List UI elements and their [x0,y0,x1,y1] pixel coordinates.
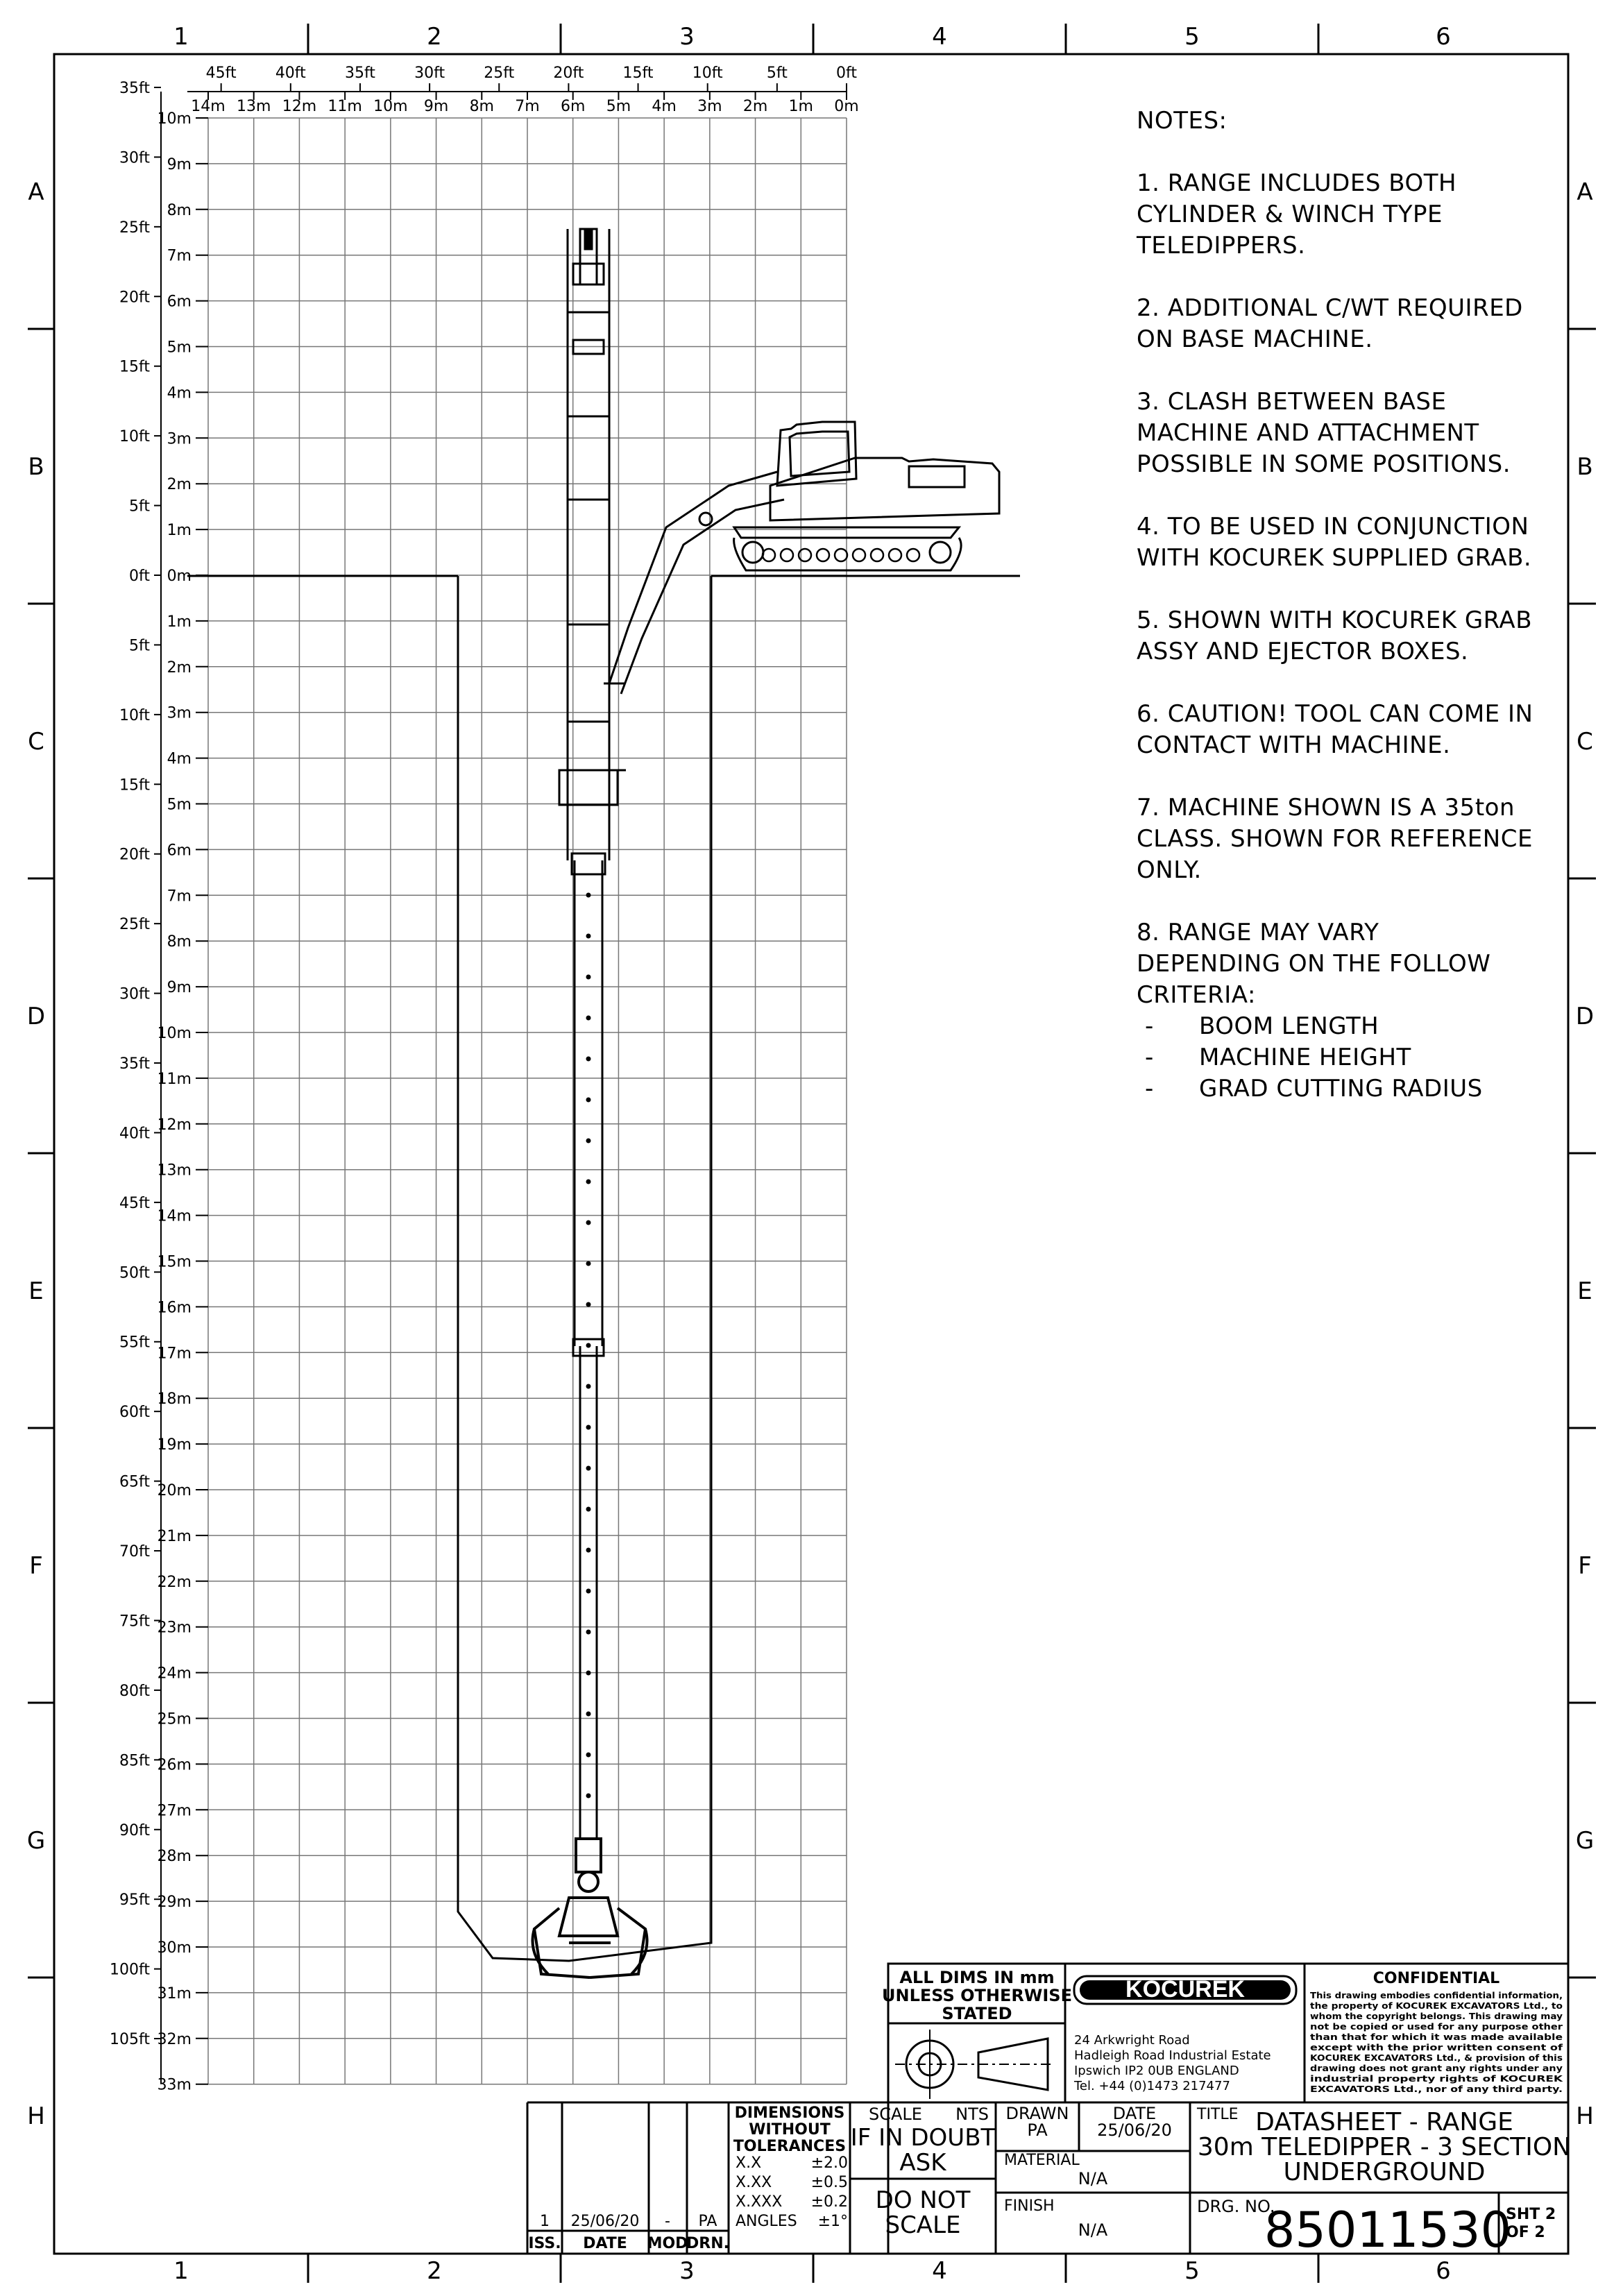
zone-row-label: C [28,728,44,756]
top-feet-label: 20ft [553,65,584,82]
notes-heading: NOTES: [1137,107,1227,135]
left-metre-label: 13m [157,1162,192,1180]
tolerance-label: ANGLES [736,2213,797,2230]
top-metre-label: 14m [191,98,226,115]
dims-note-line-1: ALL DIMS IN mm [899,1968,1055,1987]
left-metre-label: 9m [167,979,192,997]
do-not-scale-line-1: DO NOT [875,2186,971,2214]
left-metre-label: 2m [167,658,192,677]
confidential-heading: CONFIDENTIAL [1373,1970,1500,1987]
address-line-2: Hadleigh Road Industrial Estate [1074,2048,1271,2063]
date-value: 25/06/20 [1097,2120,1172,2140]
left-metre-label: 26m [157,1756,192,1774]
left-metre-label: 23m [157,1619,192,1637]
left-metre-label: 8m [167,933,192,951]
zone-row-label: H [27,2102,45,2130]
confidential-line: KOCUREK EXCAVATORS Ltd., & provision of this [1310,2052,1563,2063]
kocurek-logo: KOCUREK [1125,1976,1245,2002]
zone-row-label: B [1577,453,1593,481]
confidential-line: the property of KOCUREK EXCAVATORS Ltd., to [1310,2000,1563,2011]
confidential-line: EXCAVATORS Ltd., nor of any third party. [1310,2084,1563,2094]
top-metre-label: 10m [373,98,408,115]
left-metre-label: 11m [157,1070,192,1088]
zone-column-label: 5 [1184,2257,1200,2285]
confidential-line: industrial property rights of KOCUREK [1310,2073,1564,2084]
top-metre-label: 7m [515,98,540,115]
note-line: 4. TO BE USED IN CONJUNCTION [1137,513,1529,541]
left-metre-label: 17m [157,1345,192,1363]
note-line: 3. CLASH BETWEEN BASE [1137,388,1447,416]
note-8-line-3: CRITERIA: [1137,981,1256,1009]
excavator-track-rollers [763,549,919,561]
left-metre-label: 19m [157,1436,192,1454]
tolerances-heading-3: TOLERANCES [733,2138,847,2155]
top-metre-label: 4m [652,98,677,115]
note-line: CONTACT WITH MACHINE. [1137,731,1451,759]
top-metre-label: 6m [560,98,586,115]
note-line: 1. RANGE INCLUDES BOTH [1137,169,1457,197]
zone-row-label: A [28,178,44,206]
drawing-number: 85011530 [1264,2202,1512,2259]
note-item [1137,792,1581,886]
left-feet-label: 30ft [119,985,150,1003]
criteria-dash: - [1145,1044,1154,1071]
left-metre-label: 18m [157,1391,192,1409]
excavator-boom [604,472,784,694]
criteria-item [1137,1042,1581,1073]
zone-row-label: G [1575,1827,1595,1855]
criteria-boom-length: BOOM LENGTH [1199,1012,1379,1040]
top-feet-label: 10ft [692,65,723,82]
left-metre-label: 5m [167,339,192,357]
top-metre-label: 5m [606,98,631,115]
confidential-line: not be copied or used for any purpose other [1310,2021,1563,2032]
left-metre-label: 3m [167,430,192,448]
zone-row-label: E [28,1277,44,1305]
title-line-2: 30m TELEDIPPER - 3 SECTION [1197,2133,1572,2161]
left-metre-label: 7m [167,887,192,905]
zone-column-label: 3 [679,23,695,51]
zone-row-label: C [1577,728,1593,756]
title-line-1: DATASHEET - RANGE [1255,2108,1513,2136]
tolerances-heading-1: DIMENSIONS [734,2104,845,2122]
left-metre-label: 15m [157,1253,192,1271]
left-feet-label: 35ft [119,79,150,97]
drg-no-label: DRG. NO. [1197,2197,1275,2216]
left-metre-label: 24m [157,1665,192,1683]
note-item [1137,293,1581,355]
zone-column-label: 1 [173,23,189,51]
note-8-line-2: DEPENDING ON THE FOLLOW [1137,950,1491,978]
sheet-number: SHT 2 [1506,2206,1556,2223]
scale-label: SCALE [869,2104,922,2124]
left-feet-label: 75ft [119,1613,150,1631]
title-line-3: UNDERGROUND [1283,2158,1486,2186]
zone-row-label: E [1577,1277,1592,1305]
confidential-line: than that for which it was made available [1310,2032,1563,2042]
teledipper-arm [559,229,626,1839]
tolerances-heading-2: WITHOUT [749,2121,831,2138]
left-metre-label: 32m [157,2030,192,2048]
zone-column-label: 6 [1436,23,1451,51]
note-item [1137,699,1581,761]
zone-row-label: H [1576,2102,1594,2130]
note-8-line-1: 8. RANGE MAY VARY [1137,919,1379,946]
left-metre-label: 1m [167,613,192,631]
left-metre-label: 30m [157,1939,192,1957]
zone-row-label: A [1577,178,1593,206]
finish-value: N/A [1078,2220,1108,2240]
left-metre-label: 27m [157,1802,192,1820]
top-feet-label: 45ft [205,65,237,82]
if-in-doubt-line-2: ASK [899,2149,946,2177]
top-feet-label: 25ft [484,65,515,82]
left-metre-label: 3m [167,704,192,722]
rev-header-mod: MOD [647,2235,688,2252]
confidential-line: except with the prior written consent of [1310,2042,1563,2052]
left-metre-label: 25m [157,1710,192,1728]
left-feet-label: 25ft [119,916,150,934]
left-metre-label: 21m [157,1527,192,1545]
zone-column-label: 3 [679,2257,695,2285]
note-item [1137,386,1581,480]
left-metre-label: 29m [157,1894,192,1912]
left-metre-label: 8m [167,201,192,219]
excavator [734,422,999,570]
zone-column-label: 5 [1184,23,1200,51]
left-feet-label: 10ft [119,706,150,724]
zone-row-label: G [26,1827,46,1855]
left-metre-label: 4m [167,750,192,768]
top-feet-label: 15ft [622,65,654,82]
note-line: CLASS. SHOWN FOR REFERENCE [1137,825,1533,853]
note-line: ON BASE MACHINE. [1137,325,1373,353]
left-feet-label: 65ft [119,1473,150,1491]
left-feet-label: 25ft [119,219,150,237]
left-metre-label: 14m [157,1207,192,1225]
rev-iss: 1 [540,2213,550,2230]
left-metre-label: 4m [167,384,192,402]
left-feet-label: 55ft [119,1334,150,1352]
teledipper-pins [586,893,591,1798]
title-block-text [528,1968,1571,2259]
criteria-item [1137,1073,1581,1105]
top-metre-label: 2m [742,98,768,115]
rev-header-iss: ISS. [528,2235,561,2252]
top-metre-label: 1m [788,98,814,115]
material-label: MATERIAL [1004,2152,1080,2169]
note-item [1137,168,1581,262]
rev-header-drn: DRN. [686,2235,729,2252]
left-feet-label: 85ft [119,1752,150,1770]
criteria-dash: - [1145,1012,1154,1040]
left-metre-label: 0m [167,568,192,585]
zone-column-label: 2 [427,2257,442,2285]
left-metre-label: 20m [157,1482,192,1499]
zone-row-label: F [1578,1552,1592,1580]
notes-panel [1137,105,1581,1136]
criteria-cutting-radius: GRAD CUTTING RADIUS [1199,1075,1483,1103]
left-feet-label: 20ft [119,846,150,864]
rev-drn: PA [698,2213,717,2230]
note-line: 2. ADDITIONAL C/WT REQUIRED [1137,294,1523,322]
confidential-notice [1310,1990,1564,2094]
top-metre-label: 0m [834,98,859,115]
top-feet-label: 35ft [344,65,375,82]
top-metre-label: 11m [328,98,362,115]
top-feet-label: 5ft [766,65,788,82]
note-line: MACHINE AND ATTACHMENT [1137,419,1479,447]
note-item [1137,511,1581,574]
scale-value: NTS [955,2104,989,2124]
left-metre-label: 7m [167,247,192,265]
notes-list [1137,168,1581,886]
confidential-line: This drawing embodies confidential information, [1310,1990,1563,2000]
criteria-dash: - [1145,1075,1154,1103]
left-feet-label: 60ft [119,1404,150,1422]
left-metre-label: 33m [157,2076,192,2094]
tolerance-value: ±0.5 [810,2174,848,2191]
top-metre-label: 9m [423,98,449,115]
left-feet-label: 5ft [129,637,150,655]
rev-header-date: DATE [583,2235,627,2252]
drawn-label: DRAWN [1005,2104,1069,2123]
ground-and-trench [187,576,1020,1961]
zone-row-label: D [26,1003,46,1030]
left-metre-label: 22m [157,1573,192,1591]
left-feet-label: 95ft [119,1891,150,1910]
left-feet-label: 10ft [119,428,150,446]
top-metre-label: 13m [236,98,271,115]
tolerance-label: X.XX [736,2174,772,2191]
title-label: TITLE [1197,2106,1239,2123]
note-line: TELEDIPPERS. [1137,232,1306,260]
criteria-machine-height: MACHINE HEIGHT [1199,1044,1411,1071]
note-line: 7. MACHINE SHOWN IS A 35ton [1137,794,1515,822]
left-metre-label: 5m [167,796,192,814]
if-in-doubt-line-1: IF IN DOUBT [850,2124,996,2152]
tolerance-rows [736,2154,848,2230]
rev-date: 25/06/20 [570,2213,640,2230]
left-feet-label: 105ft [110,2031,150,2049]
range-grid [161,92,847,2084]
grab-assembly [533,1839,647,1978]
criteria-item [1137,1011,1581,1042]
top-metre-label: 12m [282,98,317,115]
left-feet-label: 40ft [119,1125,150,1143]
zone-row-label: B [28,453,44,481]
left-feet-label: 30ft [119,149,150,167]
top-feet-label: 40ft [275,65,306,82]
left-feet-label: 50ft [119,1264,150,1282]
tolerance-label: X.XXX [736,2193,783,2211]
left-feet-label: 15ft [119,358,150,376]
left-metre-label: 10m [157,1025,192,1042]
left-feet-label: 20ft [119,289,150,307]
left-metre-label: 6m [167,842,192,860]
rev-mod: - [665,2213,670,2230]
address-line-1: 24 Arkwright Road [1074,2033,1190,2048]
zone-column-label: 4 [932,2257,947,2285]
tolerance-label: X.X [736,2154,762,2172]
top-feet-label: 0ft [836,65,857,82]
left-feet-label: 0ft [129,568,150,585]
top-metre-label: 3m [697,98,722,115]
material-value: N/A [1078,2169,1108,2188]
dims-note-line-2: UNLESS OTHERWISE [882,1986,1072,2005]
address-line-4: Tel. +44 (0)1473 217477 [1074,2079,1230,2093]
note-line: CYLINDER & WINCH TYPE [1137,201,1443,228]
date-label: DATE [1112,2104,1157,2123]
note-8 [1137,917,1581,1105]
left-metre-label: 1m [167,522,192,540]
left-metre-label: 6m [167,293,192,311]
finish-label: FINISH [1004,2197,1055,2215]
left-metre-label: 31m [157,1984,192,2002]
left-metre-label: 12m [157,1116,192,1134]
axis-labels [110,65,859,2094]
note-item [1137,605,1581,667]
left-metre-label: 16m [157,1299,192,1317]
sheet-total: OF 2 [1506,2224,1545,2241]
left-feet-label: 80ft [119,1682,150,1700]
left-feet-label: 5ft [129,498,150,516]
note-line: 5. SHOWN WITH KOCUREK GRAB [1137,606,1533,634]
zone-column-label: 4 [932,23,947,51]
note-line: 6. CAUTION! TOOL CAN COME IN [1137,700,1533,728]
note-line: ASSY AND EJECTOR BOXES. [1137,638,1469,665]
top-feet-label: 30ft [414,65,445,82]
left-metre-label: 9m [167,155,192,173]
left-metre-label: 2m [167,476,192,494]
confidential-line: drawing does not grant any rights under any [1310,2063,1563,2073]
dims-note-line-3: STATED [942,2004,1012,2023]
top-metre-label: 8m [469,98,495,115]
tolerance-value: ±2.0 [810,2154,848,2172]
zone-row-label: F [29,1552,43,1580]
zone-column-label: 1 [173,2257,189,2285]
note-line: ONLY. [1137,856,1202,884]
left-feet-label: 100ft [110,1961,150,1979]
left-feet-label: 70ft [119,1543,150,1561]
note-line: WITH KOCUREK SUPPLIED GRAB. [1137,544,1532,572]
left-feet-label: 15ft [119,776,150,794]
zone-row-label: D [1575,1003,1595,1030]
address-line-3: Ipswich IP2 0UB ENGLAND [1074,2064,1239,2078]
tolerance-value: ±0.2 [810,2193,848,2211]
left-feet-label: 90ft [119,1821,150,1839]
left-metre-label: 28m [157,1848,192,1866]
tolerance-value: ±1° [817,2213,848,2230]
left-feet-label: 35ft [119,1055,150,1073]
left-feet-label: 45ft [119,1194,150,1212]
note-line: POSSIBLE IN SOME POSITIONS. [1137,450,1511,478]
confidential-line: whom the copyright belongs. This drawing may [1310,2011,1563,2021]
drawn-value: PA [1027,2120,1048,2140]
do-not-scale-line-2: SCALE [885,2211,961,2239]
zone-column-label: 6 [1436,2257,1451,2285]
left-metre-label: 10m [157,110,192,128]
zone-column-label: 2 [427,23,442,51]
